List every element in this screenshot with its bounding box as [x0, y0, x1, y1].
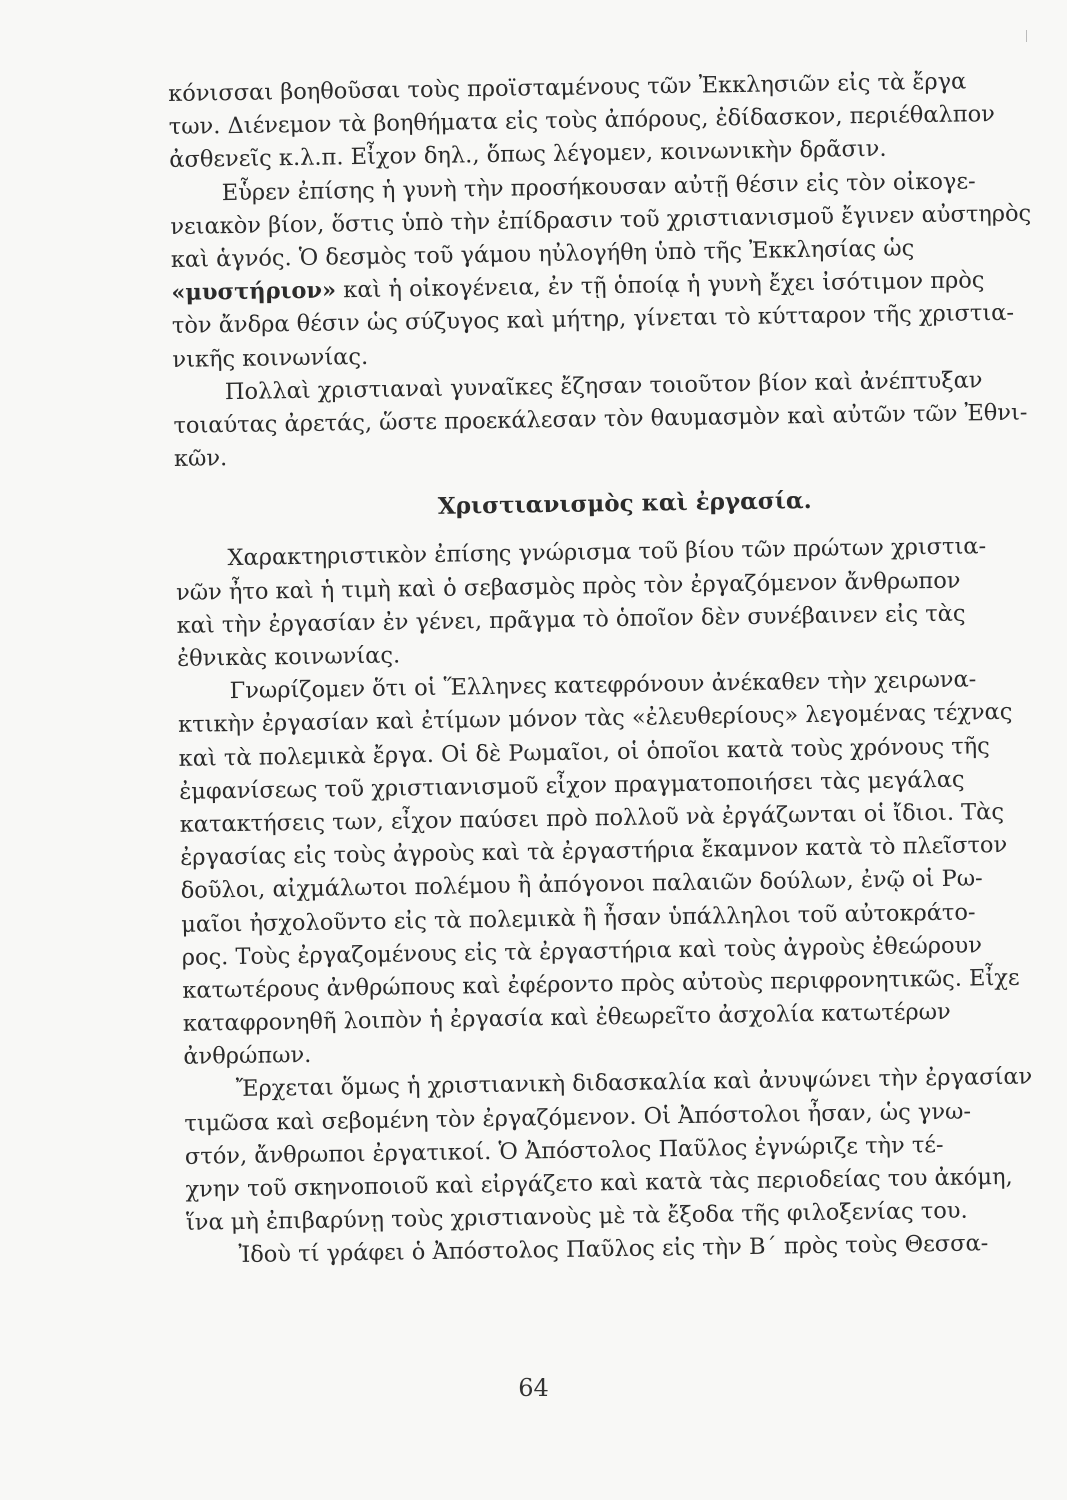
- text-line: νικῆς κοινωνίας.: [172, 343, 369, 373]
- text-line: Γνωρίζομεν ὅτι οἱ Ἕλληνες κατεφρόνουν ἀνέκαθεν τὴν χειρωνα-: [229, 666, 977, 705]
- text-line: δοῦλοι, αἰχμάλωτοι πολέμου ἢ ἀπόγονοι παλαιῶν δούλων, ἐνῷ οἱ Ρω-: [180, 865, 983, 905]
- text-span: καὶ ἡ οἰκογένεια, ἐν τῇ ὁποίᾳ ἡ γυνὴ ἔχει ἰσότιμον πρὸς: [335, 267, 985, 304]
- section-heading: Χριστιανισμὸς καὶ ἐργασία.: [437, 487, 812, 521]
- text-line: νειακὸν βίον, ὅστις ὑπὸ τὴν ἐπίδρασιν τοῦ χριστιανισμοῦ ἔγινεν αὐστηρὸς: [170, 200, 1032, 240]
- page-edge-mark: [1026, 30, 1027, 42]
- text-line: νῶν ἦτο καὶ ἡ τιμὴ καὶ ὁ σεβασμὸς πρὸς τὸν ἐργαζόμενον ἄνθρωπον: [175, 567, 961, 606]
- text-line: τοιαύτας ἀρετάς, ὥστε προεκάλεσαν τὸν θαυμασμὸν καὶ αὐτῶν τῶν Ἐθνι-: [173, 399, 1028, 439]
- text-line: ἀσθενεῖς κ.λ.π. Εἶχον δηλ., ὅπως λέγομεν, κοινωνικὴν δρᾶσιν.: [169, 136, 887, 174]
- text-line: κόνισσαι βοηθοῦσαι τοὺς προϊσταμένους τῶν Ἐκκλησιῶν εἰς τὰ ἔργα: [168, 68, 967, 107]
- text-line: ἐργασίας εἰς τοὺς ἀγροὺς καὶ τὰ ἐργαστήρια ἔκαμνον κατὰ τὸ πλεῖστον: [180, 832, 1008, 872]
- text-line: κατωτέρους ἀνθρώπους καὶ ἐφέροντο πρὸς αὐτοὺς περιφρονητικῶς. Εἶχε: [182, 964, 1020, 1004]
- paragraph-2: [170, 164, 1033, 377]
- text-line: ἐμφανίσεως τοῦ χριστιανισμοῦ εἶχον πραγματοποιήσει τὰς μεγάλας: [179, 766, 965, 805]
- text-line: χνην τοῦ σκηνοποιοῦ καὶ εἰργάζετο καὶ κατὰ τὰς περιοδείας του ἀκόμη,: [185, 1163, 1013, 1203]
- text-line: Ἔρχεται ὅμως ἡ χριστιανικὴ διδασκαλία καὶ ἀνυψώνει τὴν ἐργασίαν: [235, 1064, 1033, 1103]
- text-line: ἀνθρώπων.: [183, 1042, 312, 1071]
- text-line: Εὗρεν ἐπίσης ἡ γυνὴ τὴν προσήκουσαν αὐτῇ θέσιν εἰς τὸν οἰκογε-: [221, 167, 976, 206]
- text-line: των. Διένεμον τὰ βοηθήματα εἰς τοὺς ἀπόρους, ἐδίδασκον, περιέθαλπον: [168, 101, 996, 141]
- text-line: κῶν.: [173, 445, 228, 473]
- text-line: ρος. Τοὺς ἐργαζομένους εἰς τὰ ἐργαστήρια καὶ τοὺς ἀγροὺς ἐθεώρουν: [181, 932, 983, 971]
- page-number: 64: [518, 1374, 549, 1402]
- text-line: καταφρονηθῆ λοιπὸν ἡ ἐργασία καὶ ἐθεωρεῖτο ἀσχολία κατωτέρων: [182, 998, 951, 1037]
- text-line: καὶ ἁγνός. Ὁ δεσμὸς τοῦ γάμου ηὐλογήθη ὑπὸ τῆς Ἐκκλησίας ὡς: [170, 235, 915, 273]
- paragraph-6: [184, 1061, 1047, 1240]
- body-text: [168, 64, 1047, 1273]
- text-line: Χαρακτηριστικὸν ἐπίσης γνώρισμα τοῦ βίου τῶν πρώτων χριστια-: [227, 533, 987, 572]
- emphasis-mystirion: «μυστήριον»: [171, 277, 337, 307]
- text-line: καὶ τὴν ἐργασίαν ἐν γένει, πρᾶγμα τὸ ὁποῖον δὲν συνέβαινεν εἰς τὰς: [176, 600, 966, 639]
- text-line: καὶ τὰ πολεμικὰ ἔργα. Οἱ δὲ Ρωμαῖοι, οἱ ὁποῖοι κατὰ τοὺς χρόνους τῆς: [178, 732, 990, 772]
- text-line: Πολλαὶ χριστιαναὶ γυναῖκες ἔζησαν τοιοῦτον βίον καὶ ἀνέπτυξαν: [224, 366, 983, 405]
- text-line: τὸν ἄνδρα θέσιν ὡς σύζυγος καὶ μήτηρ, γίνεται τὸ κύτταρον τῆς χριστια-: [171, 300, 1015, 340]
- text-line: στόν, ἄνθρωποι ἐργατικοί. Ὁ Ἀπόστολος Παῦλος ἐγνώριζε τὴν τέ-: [184, 1131, 944, 1170]
- text-line: μαῖοι ἠσχολοῦντο εἰς τὰ πολεμικὰ ἢ ἦσαν ὑπάλληλοι τοῦ αὐτοκράτο-: [181, 898, 976, 938]
- text-line: κτικὴν ἐργασίαν καὶ ἐτίμων μόνον τὰς «ἐλευθερίους» λεγομένας τέχνας: [177, 699, 1013, 739]
- paragraph-3: [173, 363, 1034, 476]
- text-line: τιμῶσα καὶ σεβομένη τὸν ἐργαζόμενον. Οἱ Ἀπόστολοι ἦσαν, ὡς γνω-: [184, 1098, 972, 1137]
- text-line: κατακτήσεις των, εἶχον παύσει πρὸ πολλοῦ νὰ ἐργάζωνται οἱ ἴδιοι. Τὰς: [179, 798, 1005, 838]
- text-line: ἵνα μὴ ἐπιβαρύνῃ τοὺς χριστιανοὺς μὲ τὰ ἔξοδα τῆς φιλοξενίας του.: [185, 1197, 968, 1237]
- text-line: ἐθνικὰς κοινωνίας.: [176, 642, 401, 672]
- paragraph-1: [168, 64, 1029, 177]
- paragraph-5: [177, 663, 1043, 1075]
- text-line: Ἰδοὺ τί γράφει ὁ Ἀπόστολος Παῦλος εἰς τὴν Β΄ πρὸς τοὺς Θεσσα-: [238, 1230, 989, 1269]
- paragraph-4: [175, 530, 1037, 676]
